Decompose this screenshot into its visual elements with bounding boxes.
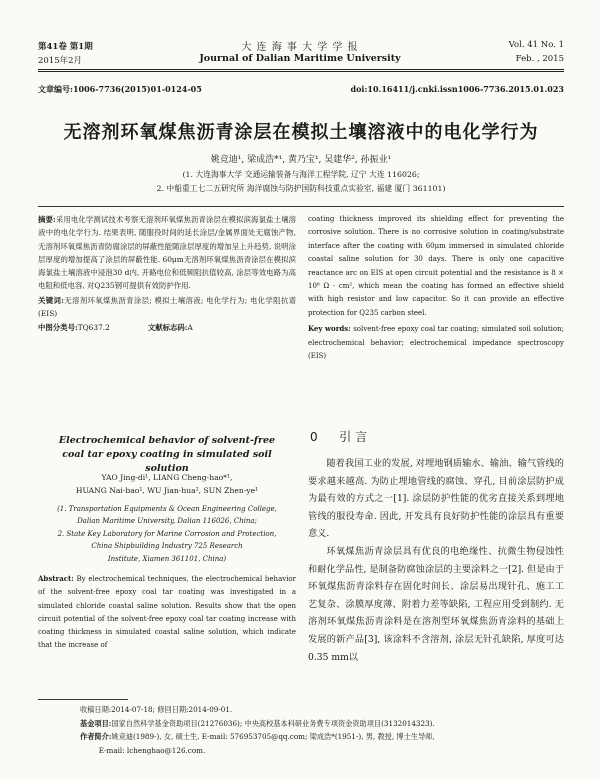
footnote-author: 姚竞迪(1989-), 女, 硕士生, E-mail: 576953705@qq.com; 梁成浩*(1951-), 男, 教授, 博士生导师, [111, 732, 435, 741]
journal-name-en: Journal of Dalian Maritime University [199, 53, 401, 64]
intro-paragraph-2: 环氧煤焦沥青涂层具有优良的电绝缘性、抗微生物侵蚀性和耐化学品性, 是制备防腐蚀涂层的主要涂料之一[2]. 但是由于环氧煤焦沥青涂料存在固化时间长、涂层易出现针孔、施工工艺复杂、涂膜厚度薄、附着力差等缺陷, 工程应用受到制约. 无溶剂环氧煤焦沥青涂料是在溶剂型环氧煤焦沥青涂料的基础上发展的新产品[3], 该涂料不含溶剂, 涂层无针孔缺陷, 厚度可达0.35 mm以 [308, 545, 564, 663]
section-title: 引 言 [339, 430, 368, 444]
footnote-rule [38, 699, 128, 700]
volume-issue-cn: 第41卷 第1期 [38, 42, 93, 52]
affiliation-en-line: (1. Transportation Equipments & Ocean Engineering College, [57, 505, 277, 513]
paper-title-en: Electrochemical behavior of solvent-free coal tar epoxy coating in simulated soil solution [58, 435, 276, 474]
abstract-en-label: Abstract: [38, 574, 74, 583]
authors-en-2: HUANG Nai-bao¹, WU Jian-hua², SUN Zhen-ye¹ [75, 486, 259, 495]
keywords-en-text: solvent-free epoxy coal tar coating; simulated soil solution; electrochemical behavior; electrochemical impedance spectroscopy (EIS) [308, 325, 564, 361]
header-rule-bottom [38, 71, 564, 72]
classification-value: TQ637.2 [77, 323, 110, 333]
affiliation-en-line: 2. State Key Laboratory for Marine Corrosion and Protection, [57, 529, 277, 538]
affiliation-cn-1: (1. 大连海事大学 交通运输装备与海洋工程学院, 辽宁 大连 116026; [182, 170, 420, 179]
abstract-en-continued [308, 213, 564, 363]
footnote-email: E-mail: lchenghao@126.com. [98, 745, 206, 755]
abstract-cn-label: 摘要: [38, 215, 56, 224]
date-en: Feb. , 2015 [515, 54, 564, 64]
keywords-cn-text: 无溶剂环氧煤焦沥青涂层; 模拟土壤溶液; 电化学行为; 电化学阻抗谱(EIS) [38, 295, 296, 319]
footnote-fund-label: 基金项目: [80, 718, 112, 728]
abstract-cn-text: 采用电化学测试技术考察无溶剂环氧煤焦沥青涂层在模拟滨海氯盐土壤溶液中的电化学行为. 结果表明, 随服役时间的延长涂层/金属界面处无腐蚀产物, 无溶剂环氧煤焦沥青防腐涂层的屏蔽性能随涂层厚度的增加呈上升趋势, 说明涂层厚度的增加提高了涂层的屏蔽性能. 60μm无溶剂环氧煤焦沥青涂层在模拟滨海氯盐土壤溶液中浸泡30 d内, 开路电位和低频阻抗值较高, 涂层等效电路为高电阻和低电容, 对Q235钢可提供有效防护作用. [38, 215, 296, 291]
keywords-en-label: Key words: [308, 324, 351, 334]
article-number: 文章编号:1006-7736(2015)01-0124-05 [38, 84, 202, 94]
document-code-value: A [187, 323, 193, 333]
document-code-label: 文献标志码: [147, 323, 188, 333]
authors-cn: 姚竞迪¹, 梁成浩*¹, 黄乃宝¹, 吴建华², 孙振业¹ [210, 155, 392, 165]
section-number: 0 [310, 430, 318, 444]
journal-name-cn: 大 连 海 事 大 学 学 报 [241, 42, 359, 53]
footnote-fund: 国家自然科学基金资助项目(21276036); 中央高校基本科研业务费专项资金资助项目(3132014323). [111, 718, 435, 728]
abstract-en [38, 572, 296, 653]
keywords-cn-label: 关键词: [38, 295, 64, 305]
intro-paragraph-1: 随着我国工业的发展, 对埋地钢质输水、输油、输气管线的要求越来越高. 为防止埋地管线的腐蚀、穿孔, 目前涂层防护成为最有效的方式之一[1]. 涂层防护性能的优劣直接关系到埋地管线的服役寿命. 因此, 开发具有良好防护性能的涂层具有重要意义. [308, 458, 564, 540]
header-rule-top [38, 69, 564, 70]
footnotes [80, 703, 564, 757]
affiliation-en-line: China Shipbuilding Industry 725 Research [91, 542, 243, 551]
section-heading [310, 428, 367, 445]
title-divider [38, 206, 564, 207]
affiliation-en-line: Institute, Xiamen 361101, China) [107, 554, 227, 563]
classification-label: 中图分类号: [38, 323, 78, 333]
volume-issue-en: Vol. 41 No. 1 [508, 40, 564, 50]
footnote-author-label: 作者简介: [80, 732, 112, 741]
affiliation-cn-2: 2. 中船重工七二五研究所 海洋腐蚀与防护国防科技重点实验室, 福建 厦门 361101) [156, 184, 446, 193]
footnote-received: 收稿日期:2014-07-18; 修回日期:2014-09-01. [80, 705, 233, 714]
abstract-en-text: By electrochemical techniques, the electrochemical behavior of the solvent-free epoxy coal tar coating was investigated in a simulated chloride coastal saline solution. Results show that the open circuit potential of the solvent-free epoxy coal tar coating increase with coating thickness in simulated coastal saline solution, which indicate that the increase of [38, 575, 296, 650]
authors-en-1: YAO Jing-di¹, LIANG Cheng-hao*¹, [101, 473, 233, 482]
introduction [308, 455, 564, 666]
abstract-en-continued-text: coating thickness improved its shielding effect for preventing the corrosive solution. There is no corrosive solution in coating/substrate interface after the coating with 60μm immersed in simulated chloride coastal saline solution for 30 days. There is only one capacitive reactance arc on EIS at open circuit potential and the resistance is 8 × 10⁸ Ω · cm², which mean the coating has formed an effective shield with high resistor and low capacitor. So it can provide an effective protection for Q235 carbon steel. [308, 215, 564, 317]
affiliation-en-line: Dalian Maritime University, Dalian 116026, China; [77, 517, 257, 526]
doi: doi:10.16411/j.cnki.issn1006-7736.2015.01.023 [350, 84, 564, 94]
abstract-cn [38, 213, 296, 335]
date-cn: 2015年2月 [38, 56, 83, 66]
paper-title-cn: 无溶剂环氧煤焦沥青涂层在模拟土壤溶液中的电化学行为 [63, 122, 539, 143]
affiliation-en [38, 503, 296, 565]
